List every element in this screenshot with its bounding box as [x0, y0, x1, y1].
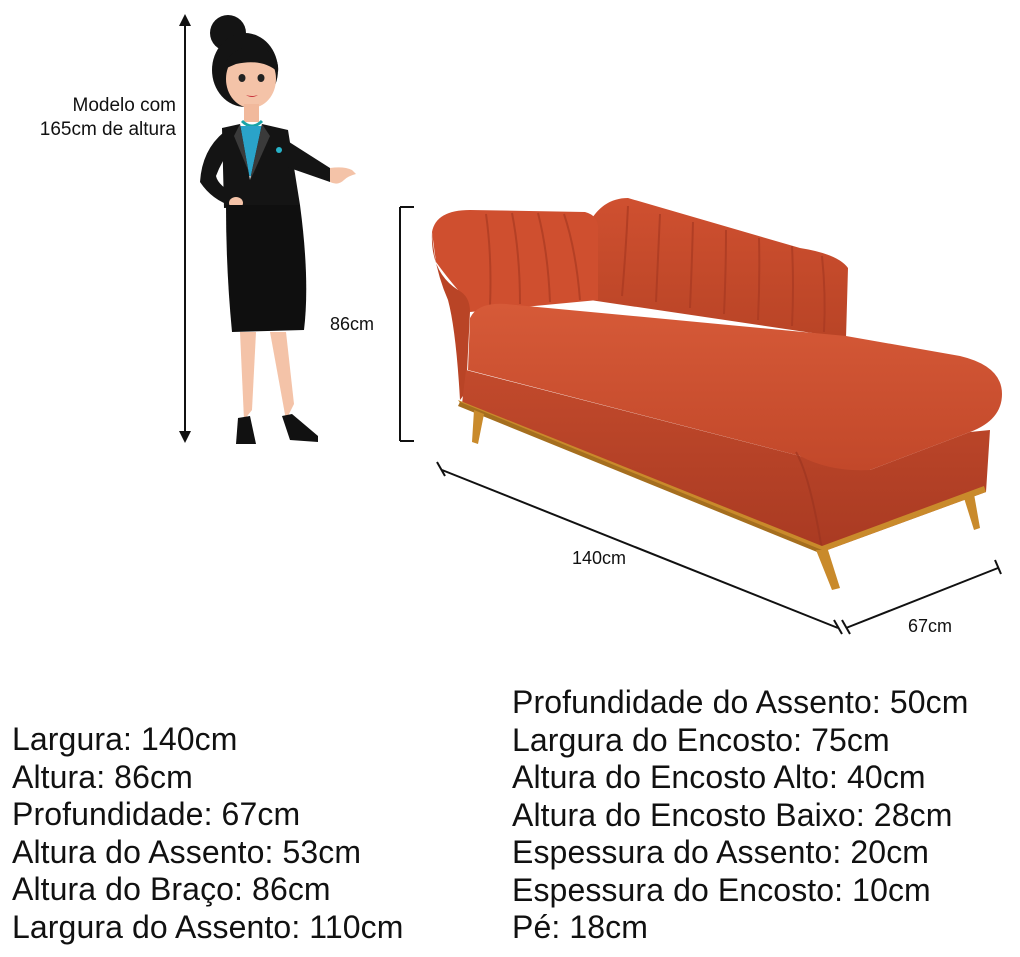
spec-altura-encosto-baixo: Altura do Encosto Baixo: 28cm: [512, 796, 953, 833]
depth-dimension-label: 67cm: [908, 616, 953, 636]
spec-largura-assento: Largura do Assento: 110cm: [12, 908, 404, 945]
spec-largura: Largura: 140cm: [12, 721, 238, 757]
height-dimension-label: 86cm: [330, 314, 375, 334]
model-height-note: [0, 94, 176, 142]
spec-altura-braco: Altura do Braço: 86cm: [12, 871, 331, 907]
spec-pe: Pé: 18cm: [512, 909, 648, 945]
spec-altura-encosto-alto: Altura do Encosto Alto: 40cm: [512, 759, 926, 795]
spec-espessura-assento: Espessura do Assento: 20cm: [512, 834, 930, 870]
spec-profundidade: Profundidade: 67cm: [12, 796, 301, 832]
spec-profundidade-assento: Profundidade do Assento: 50cm: [512, 684, 969, 720]
model-figure: [200, 15, 356, 444]
width-dimension-label: 140cm: [572, 548, 627, 568]
spec-espessura-encosto: Espessura do Encosto: 10cm: [512, 871, 931, 908]
chaise-sofa: [432, 198, 1002, 590]
spec-altura-assento: Altura do Assento: 53cm: [12, 833, 362, 870]
spec-altura: Altura: 86cm: [12, 758, 193, 795]
sofa-height-bracket: [400, 207, 414, 441]
specs-left-list: [12, 721, 403, 946]
model-height-arrow: [179, 14, 191, 443]
model-note-line1: Modelo com: [72, 95, 176, 116]
spec-largura-encosto: Largura do Encosto: 75cm: [512, 721, 890, 758]
model-note-line2: 165cm de altura: [39, 119, 176, 140]
specs-right-list: [512, 684, 969, 947]
